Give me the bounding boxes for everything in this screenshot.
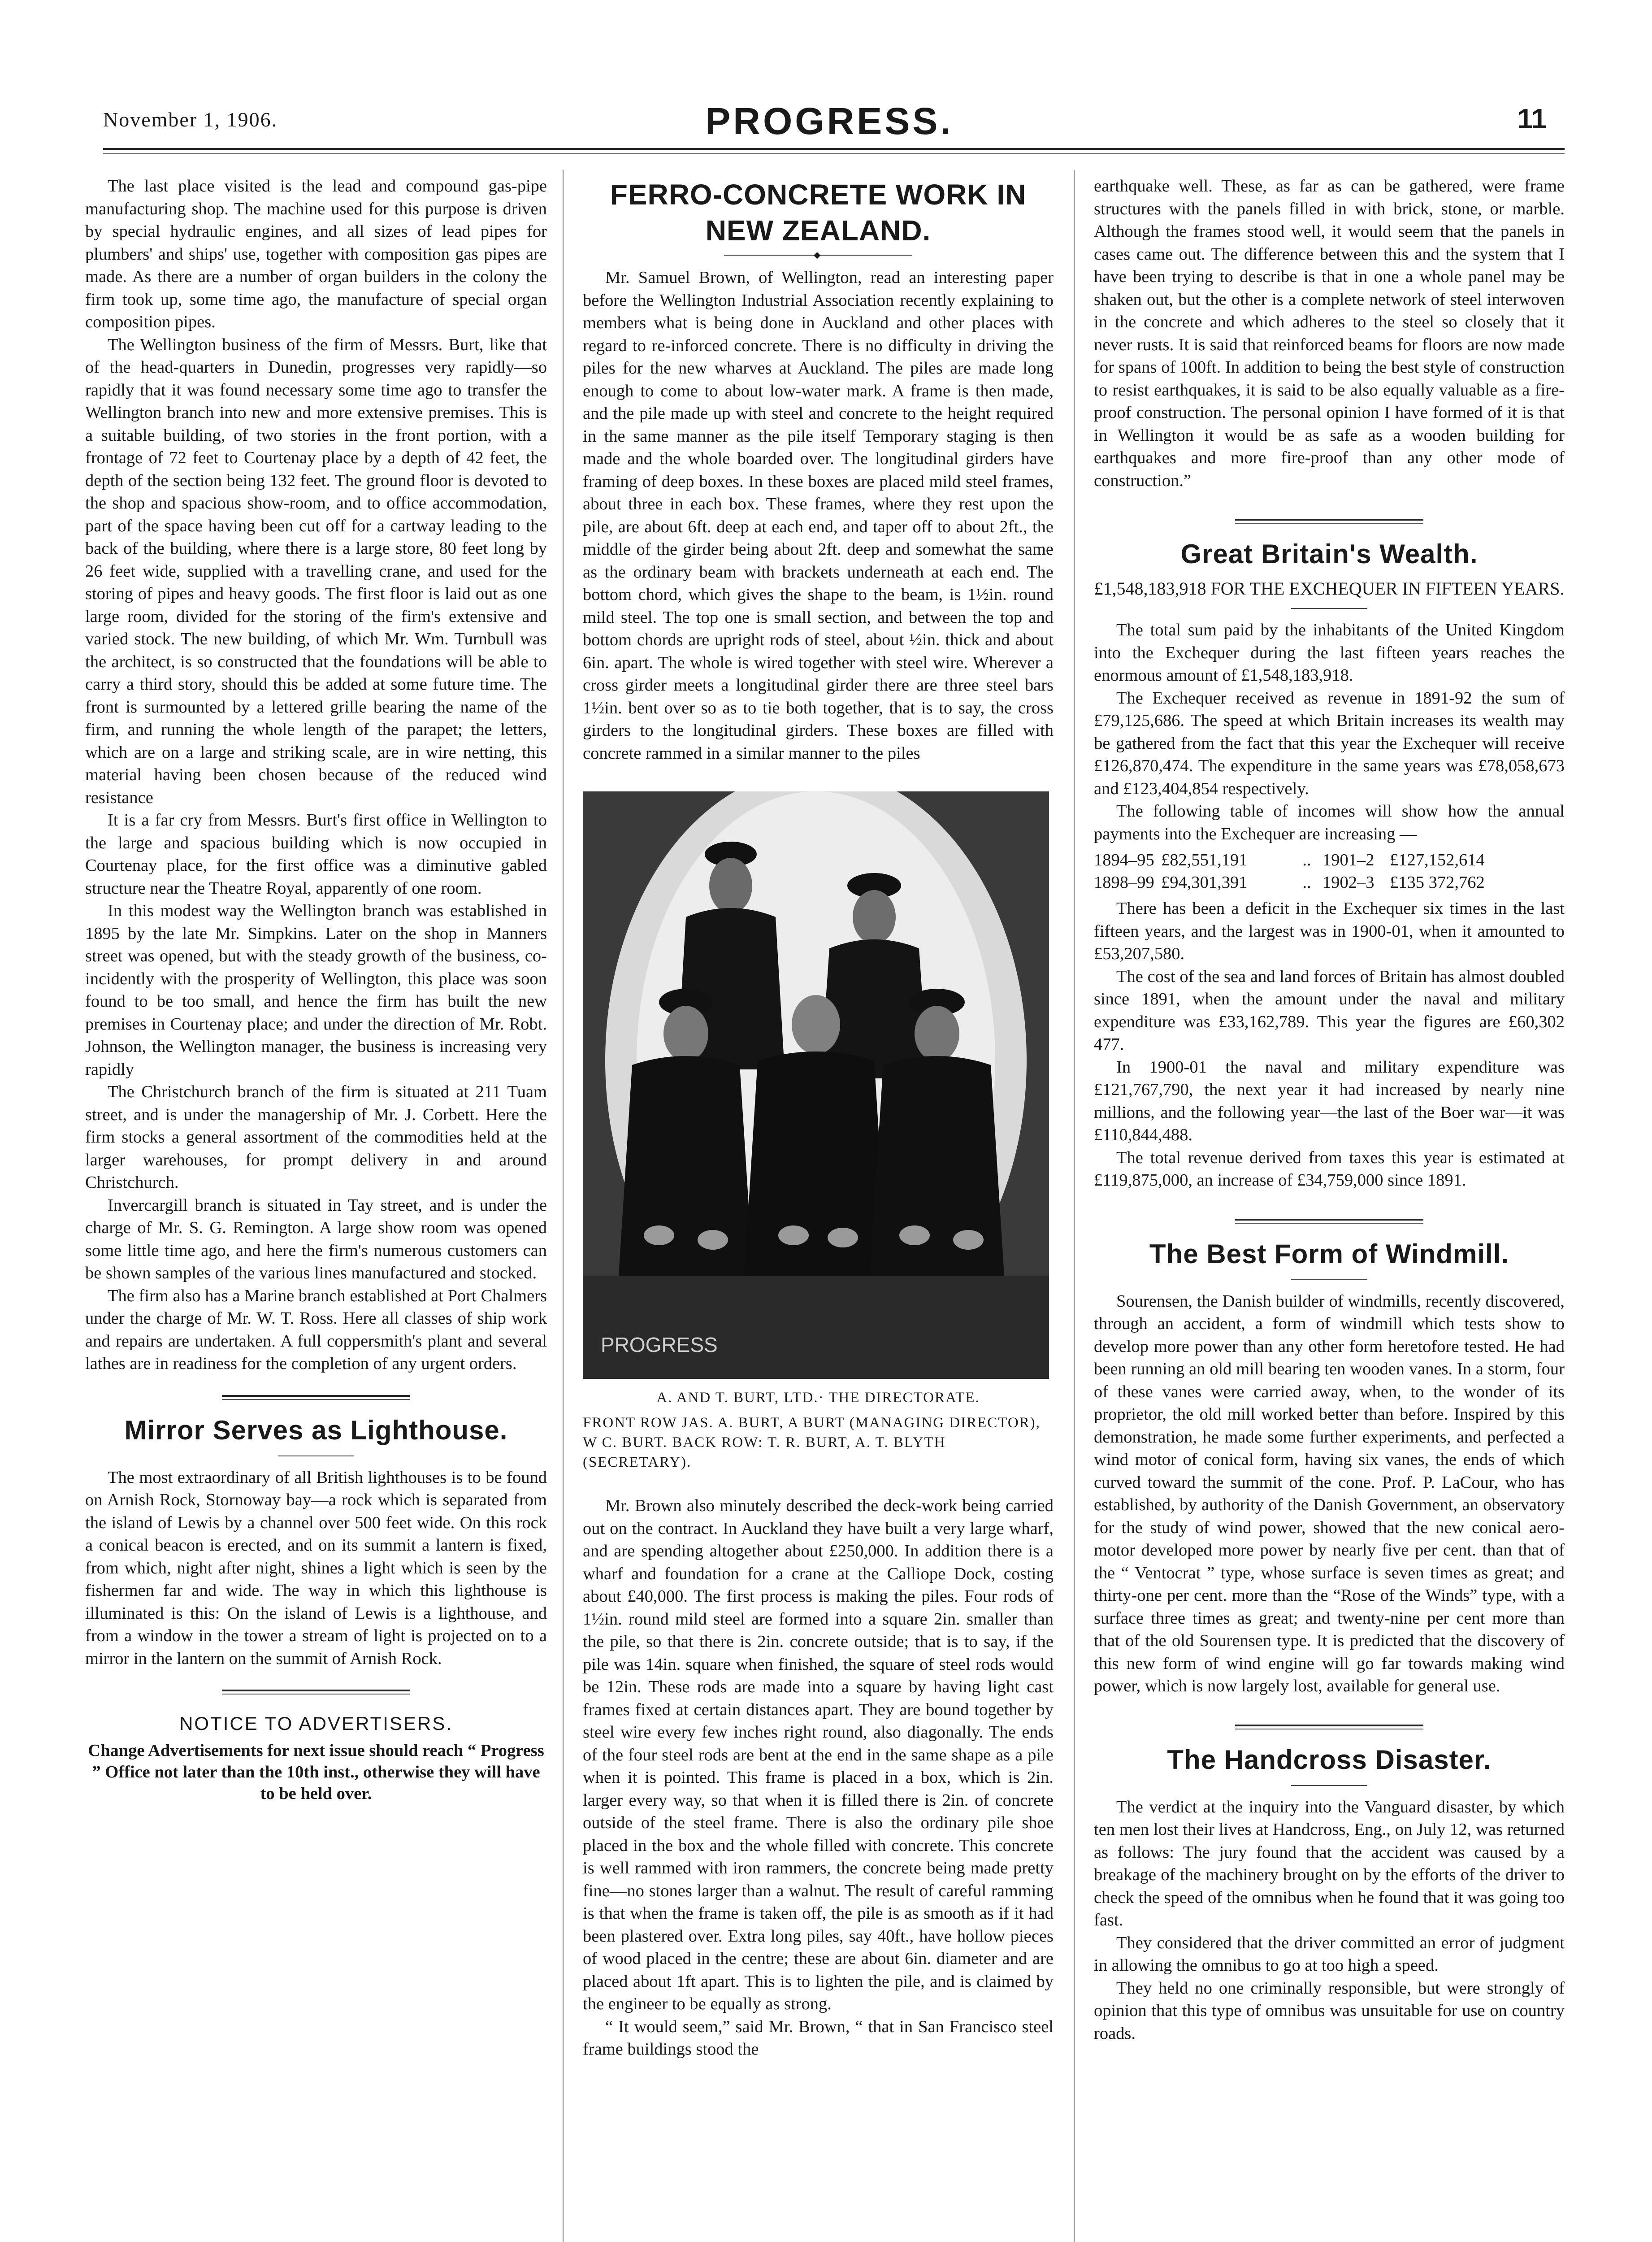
- table-row: [1094, 849, 1565, 871]
- directorate-photo: [583, 791, 1049, 1379]
- table-row: [1094, 871, 1565, 894]
- article-paragraph: The Wellington business of the firm of Messrs. Burt, like that of the head-quarters in Dunedin, progresses very rapidly—so rapidly that it was found necessary some time ago to transfer the Wellington branch into new and more extensive premises. This is a suitable building, of two stories in the front portion, with a frontage of 72 feet to Courtenay place by a depth of 42 feet, the depth of the section being 132 feet. The ground floor is devoted to the shop and spacious show-room, and to office accommodation, part of the space having been cut off for a cartway leading to the back of the building, where there is a large store, 80 feet long by 26 feet wide, supplied with a travelling crane, and used for the storing of pipes and heavy goods. The first floor is laid out as one large room, divided for the storing of the firm's extensive and varied stock. The new building, of which Mr. Wm. Turnbull was the architect, is so constructed that the foundations will be able to carry a third story, should this be added at some future time. The front is surmounted by a lettered grille bearing the name of the firm, and running the whole length of the parapet; the letters, which are on a large and striking scale, are in wire netting, this material having been chosen because of the reduced wind resistance: [85, 335, 547, 807]
- notice-heading: NOTICE TO ADVERTISERS.: [179, 1713, 453, 1734]
- article-paragraph: Invercargill branch is situated in Tay street, and is under the charge of Mr. S. G. Remington. A large show room was opened some little time ago, and here the firm's numerous customers can be shown samples of the various lines manufactured and stocked.: [85, 1195, 547, 1282]
- photo-watermark: PROGRESS: [601, 1333, 718, 1356]
- table-cell: 1894–95: [1094, 851, 1154, 869]
- group-portrait-image: [583, 791, 1049, 1379]
- article-paragraph: In this modest way the Wellington branch was established in 1895 by the late Mr. Simpkins. Later on the shop in Manners street was opened, but with the steady growth of the business, co-incidently with the prosperity of Wellington, this place was soon found to be too small, and hence the firm has built the new premises in Courtenay place; and under the direction of Mr. Robt. Johnson, the Wellington manager, the business is increasing very rapidly: [85, 901, 547, 1079]
- column-rule: [563, 170, 564, 2242]
- article-paragraph: The total sum paid by the inhabitants of the United Kingdom into the Exchequer during the last fifteen years reaches the enormous amount of £1,548,183,918.: [1094, 621, 1565, 685]
- table-cell: ..: [1302, 873, 1311, 892]
- section-divider: [222, 1690, 410, 1695]
- column-rule: [1074, 170, 1075, 2242]
- article-paragraph: In 1900-01 the naval and military expenditure was £121,767,790, the next year it had increased by nearly nine millions, and the following year—the last of the Boer war—it was £110,844,488.: [1094, 1057, 1565, 1144]
- headline-rule: [1291, 1785, 1367, 1786]
- section-divider: [1235, 1725, 1423, 1729]
- handcross-headline: The Handcross Disaster.: [1167, 1744, 1492, 1775]
- article-paragraph: The Christchurch branch of the firm is situated at 211 Tuam street, and is under the managership of Mr. J. Corbett. Here the firm stocks a general assortment of the commodities held at the larger warehouses, for prompt delivery in and around Christchurch.: [85, 1082, 547, 1192]
- article-paragraph: The verdict at the inquiry into the Vanguard disaster, by which ten men lost their lives at Handcross, Eng., on July 12, was returned as follows: The jury found that the accident was caused by a breakage of the machinery brought on by the efforts of the driver to check the speed of the omnibus when he found that it was going too fast.: [1094, 1797, 1565, 1929]
- masthead-title: PROGRESS.: [705, 100, 954, 142]
- table-cell: £127,152,614: [1390, 851, 1485, 869]
- page-number: 11: [1517, 104, 1547, 135]
- article-paragraph: earthquake well. These, as far as can be gathered, were frame structures with the panels filled in with brick, stone, or marble. Although the frames stood well, it would seem that the panels in cases came out. The difference between this and the system that I have been trying to describe is that in one a whole panel may be shaken out, but the other is a complete network of steel interwoven in the concrete and which adheres to the steel so closely that it never rusts. It is said that reinforced beams for floors are now made for spans of 100ft. In addition to being the best style of construction to resist earthquakes, it is said to be also equally valuable as a fire-proof construction. The personal opinion I have formed of it is that in Wellington it would be as safe as a wooden building for earthquakes and more fire-proof than any other mode of construction.”: [1094, 177, 1565, 490]
- section-divider: [1235, 519, 1423, 524]
- column-2: [583, 175, 1054, 2061]
- article-paragraph: They held no one criminally responsible, but were strongly of opinion that this type of omnibus was unsuitable for use on country roads.: [1094, 1978, 1565, 2043]
- header-rule-thin: [103, 153, 1565, 154]
- article-paragraph: The total revenue derived from taxes this year is estimated at £119,875,000, an increase of £34,759,000 since 1891.: [1094, 1148, 1565, 1190]
- table-cell: 1901–2: [1322, 851, 1374, 869]
- notice-text: Change Advertisements for next issue should reach “ Progress ” Office not later than the 10th inst., otherwise they will have to be held over.: [88, 1741, 544, 1803]
- ornament-rule: ◆: [724, 255, 912, 256]
- table-cell: £82,551,191: [1161, 851, 1248, 869]
- table-cell: 1898–99: [1094, 873, 1154, 892]
- article-paragraph: Mr. Samuel Brown, of Wellington, read an interesting paper before the Wellington Industrial Association recently explaining to members what is being done in Auckland and other places with regard to re-inforced concrete. There is no difficulty in driving the piles for the new wharves at Auckland. The piles are made long enough to come to about low-water mark. A frame is then made, and the pile made up with steel and concrete to the height required in the same manner as the pile itself Temporary staging is then made and the whole boarded over. The longitudinal girders have framing of deep boxes. In these boxes are placed mild steel frames, about three in each box. These frames, where they rest upon the pile, are about 6ft. deep at each end, and taper off to about 2ft., the middle of the girder being about 2ft. deep and somewhat the same as the ordinary beam with brackets underneath at each end. The bottom chord, which gives the shape to the beam, is 1½in. round mild steel. The top one is small section, and between the top and bottom chords are upright rods of steel, about ½in. thick and about 6in. apart. The whole is wired together with steel wire. Wherever a cross girder meets a longitudinal girder there are three steel bars 1½in. bent over so as to tie both together, that is to say, the cross girders to the longitudinal girders. These boxes are filled with concrete rammed in a similar manner to the piles: [583, 268, 1054, 763]
- issue-date: November 1, 1906.: [103, 108, 278, 131]
- photo-caption-title: A. AND T. BURT, LTD.· THE DIRECTORATE.: [656, 1390, 980, 1406]
- wealth-subheading: £1,548,183,918 FOR THE EXCHEQUER IN FIFTEEN YEARS.: [1094, 578, 1565, 599]
- article-paragraph: They considered that the driver committed an error of judgment in allowing the omnibus to go at too high a speed.: [1094, 1933, 1565, 1975]
- article-paragraph: The last place visited is the lead and compound gas-pipe manufacturing shop. The machine used for this purpose is driven by special hydraulic engines, and all sizes of lead pipes for plumbers' and ships' use, together with composition gas pipes are made. As there are a number of organ builders in the colony the firm took up, some time ago, the manufacture of special organ composition pipes.: [85, 177, 547, 331]
- header-rule: [103, 148, 1565, 150]
- headline-rule: [1291, 608, 1367, 609]
- income-table: [1094, 849, 1565, 894]
- section-divider: [1235, 1219, 1423, 1224]
- article-paragraph: Sourensen, the Danish builder of windmills, recently discovered, through an accident, a form of windmill which tests show to develop more power than any other form heretofore tested. He had been running an old mill bearing ten wooden vanes. In a storm, four of these vanes were carried away, when, to the wonder of its proprietor, the old mill worked better than before. Inspired by this demonstration, he made some further experiments, and perfected a wind motor of conical form, having six vanes, the ends of which curved toward the summit of the cone. Prof. P. LaCour, who has established, by authority of the Danish Government, an observatory for the study of wind power, showed that the new conical aero-motor developed more power by nearly five per cent. than that of the “ Ventocrat ” type, whose surface is seven times as great; and thirty-one per cent. more than the “Rose of the Winds” type, with a surface three times as great; and twenty-nine per cent more than that of the old Sourensen type. It is predicted that the discovery of this new form of wind engine will go far towards making wind power, which is now largely lost, available for general use.: [1094, 1291, 1565, 1695]
- table-cell: £135 372,762: [1390, 873, 1485, 892]
- wealth-headline: Great Britain's Wealth.: [1180, 539, 1478, 569]
- mirror-article-text: The most extraordinary of all British lighthouses is to be found on Arnish Rock, Stornoway bay—a rock which is separated from the island of Lewis by a channel over 500 feet wide. On this rock a conical beacon is erected, and on its summit a lantern is fixed, from which, night after night, shines a light which is seen by the fishermen far and wide. The way in which this lighthouse is illuminated is this: On the island of Lewis is a lighthouse, and from a window in the tower a stream of light is projected on to a mirror in the lantern on the summit of Arnish Rock.: [85, 1468, 547, 1668]
- article-paragraph: Mr. Brown also minutely described the deck-work being carried out on the contract. In Auckland they have built a very large wharf, and are spending altogether about £250,000. In addition there is a wharf and foundation for a crane at the Calliope Dock, costing about £40,000. The first process is making the piles. Four rods of 1½in. round mild steel are formed into a square 2in. smaller than the pile, so that there is 2in. concrete outside; that is to say, if the pile was 14in. square when finished, the square of steel rods would be 12in. These rods are made into a square by having light cast frames fixed at certain distances apart. They are bound together by steel wire every few inches right round, also diagonally. The ends of the four steel rods are bent at the end in the same shape as a pile when it is pointed. This frame is placed in a box, which is 2in. larger every way, so that when it is filled there is 2in. of concrete outside of the steel frame. There is also the ordinary pile shoe placed in the box and the whole filled with concrete. This concrete is well rammed with iron rammers, the concrete being made pretty fine—no stones larger than a walnut. The result of careful ramming is that when the frame is taken off, the pile is as smooth as if it had been plastered over. Extra long piles, say 40ft., have hollow pieces of wood placed in the centre; these are about 6in. diameter and are placed about 1ft apart. This is to lighten the pile, and is claimed by the engineer to be equally as strong.: [583, 1496, 1054, 2013]
- photo-caption-names: FRONT ROW JAS. A. BURT, A BURT (MANAGING DIRECTOR), W C. BURT. BACK ROW: T. R. BURT, A. T. BLYTH (SECRETARY).: [583, 1415, 1041, 1470]
- article-paragraph: The following table of incomes will show how the annual payments into the Exchequer are increasing —: [1094, 802, 1565, 843]
- section-divider: [222, 1395, 410, 1400]
- article-paragraph: The cost of the sea and land forces of Britain has almost doubled since 1891, when the amount under the naval and military expenditure was £33,162,789. This year the figures are £60,302 477.: [1094, 967, 1565, 1054]
- ferro-concrete-headline: FERRO-CONCRETE WORK IN NEW ZEALAND.: [610, 178, 1027, 247]
- article-paragraph: The Exchequer received as revenue in 1891-92 the sum of £79,125,686. The speed at which Britain increases its wealth may be gathered from the fact that this year the Exchequer will receive £126,870,474. The expenditure in the same years was £78,058,673 and £123,404,854 respectively.: [1094, 688, 1565, 798]
- windmill-headline: The Best Form of Windmill.: [1149, 1238, 1509, 1269]
- column-1: [85, 175, 547, 1804]
- column-3: [1094, 175, 1565, 2045]
- article-paragraph: There has been a deficit in the Exchequer six times in the last fifteen years, and the largest was in 1900-01, when it amounted to £53,207,580.: [1094, 899, 1565, 963]
- article-paragraph: “ It would seem,” said Mr. Brown, “ that in San Francisco steel frame buildings stood the: [583, 2017, 1054, 2059]
- article-paragraph: The firm also has a Marine branch established at Port Chalmers under the charge of Mr. W. T. Ross. Here all classes of ship work and repairs are undertaken. A full coppersmith's plant and several lathes are in readiness for the completion of any urgent orders.: [85, 1286, 547, 1373]
- table-cell: 1902–3: [1322, 873, 1374, 892]
- article-paragraph: It is a far cry from Messrs. Burt's first office in Wellington to the large and spacious building which is now occupied in Courtenay place, for the first office was a diminutive gabled structure near the Theatre Royal, apparently of one room.: [85, 811, 547, 898]
- mirror-headline: Mirror Serves as Lighthouse.: [124, 1415, 508, 1445]
- table-cell: ..: [1302, 851, 1311, 869]
- headline-rule: [1291, 1279, 1367, 1280]
- table-cell: £94,301,391: [1161, 873, 1248, 892]
